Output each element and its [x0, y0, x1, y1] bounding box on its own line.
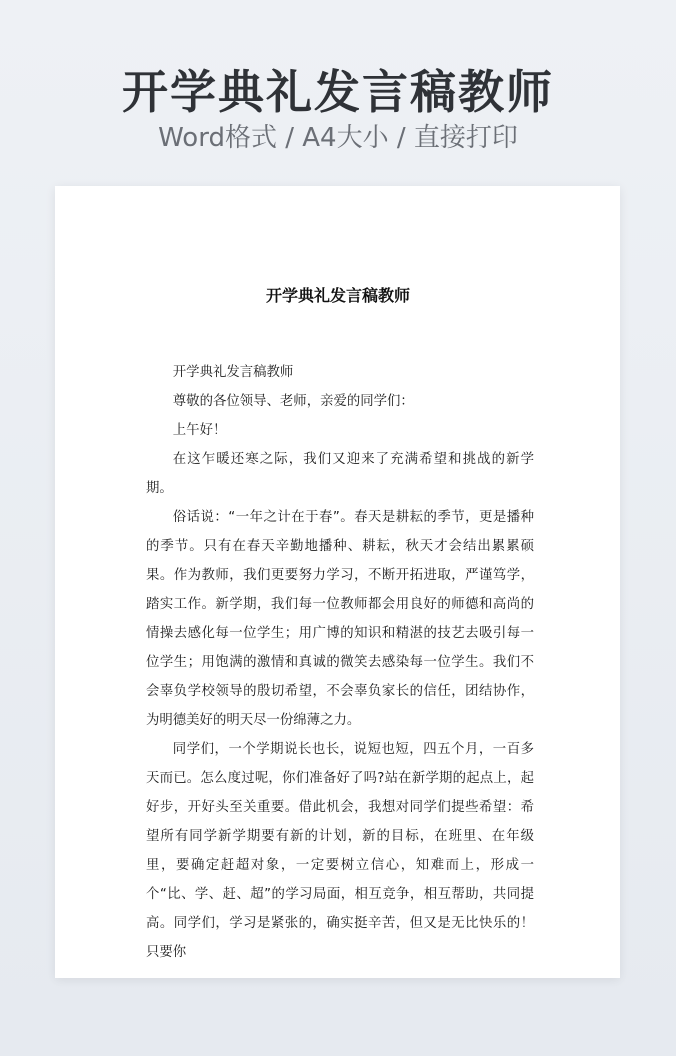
document-body: [146, 358, 534, 967]
document-paragraph: 上午好！: [172, 423, 227, 438]
document-paragraph: 俗话说：“一年之计在于春”。春天是耕耘的季节，更是播种的季节。只有在春天辛勤地播种、耕耘，秋天才会结出累累硕果。作为教师，我们更要努力学习，不断开拓进取，严谨笃学，踏实工作。新学期，我们每一位教师都会用良好的师德和高尚的情操去感化每一位学生；用广博的知识和精湛的技艺去吸引每一位学生；用饱满的激情和真诚的微笑去感染每一位学生。我们不会辜负学校领导的殷切希望，不会辜负家长的信任，团结协作，为明德美好的明天尽一份绵薄之力。: [146, 510, 534, 728]
document-paragraph: 开学典礼发言稿教师: [172, 365, 294, 380]
document-paragraph: 在这乍暖还寒之际，我们又迎来了充满希望和挑战的新学期。: [146, 452, 534, 496]
banner-title: 开学典礼发言稿教师: [122, 65, 554, 119]
document-paragraph: 尊敬的各位领导、老师，亲爱的同学们：: [172, 394, 414, 409]
page-header: [0, 0, 676, 186]
document-paragraph: 同学们，一个学期说长也长，说短也短，四五个月，一百多天而已。怎么度过呢，你们准备好了吗?站在新学期的起点上，起好步，开好头至关重要。借此机会，我想对同学们提些希望：希望所有同学新学期要有新的计划，新的目标，在班里、在年级里，要确定赶超对象，一定要树立信心，知难而上，形成一个“比、学、赶、超”的学习局面，相互竞争，相互帮助，共同提高。同学们，学习是紧张的，确实挺辛苦，但又是无比快乐的！只要你: [146, 742, 534, 960]
document-title: 开学典礼发言稿教师: [265, 286, 410, 305]
banner-subtitle: Word格式 / A4大小 / 直接打印: [158, 123, 518, 153]
